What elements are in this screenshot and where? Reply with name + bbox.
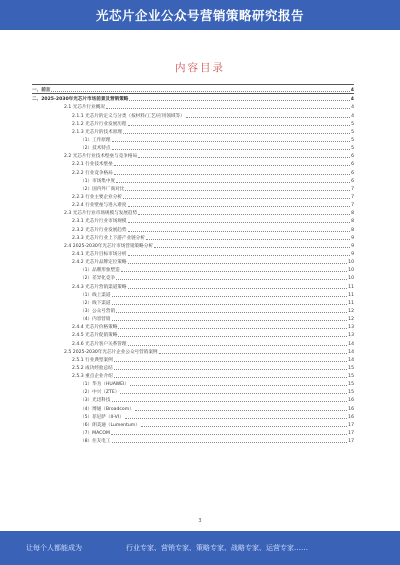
report-footer [0, 531, 400, 565]
toc-leader-dots [130, 384, 347, 386]
toc-entry-label: （2）差异化竞争 [80, 276, 116, 282]
toc-leader-dots [118, 327, 347, 329]
report-header [0, 0, 400, 30]
toc-entry-label: （2）国内外厂商对比 [80, 186, 125, 192]
toc-leader-dots [146, 238, 350, 240]
toc-entry-page: 11 [348, 284, 354, 290]
toc-entry-label: 2.4 2025-2030年光芯片市场营销策略分析 [64, 243, 153, 249]
toc-entry-label: 2.5.3 重点企业介绍 [72, 374, 113, 380]
toc-entry-label: （5）菲尼萨（II-VI） [80, 414, 124, 420]
toc-entry-page: 6 [351, 154, 354, 160]
toc-entry[interactable] [32, 102, 354, 110]
toc-entry-label: 2.5 2025-2030年光芯片企业公众号营销案例 [64, 349, 158, 355]
toc-entry-page: 14 [348, 341, 354, 347]
footer-slogan: 让每个人都能成为 [26, 544, 82, 552]
toc-leader-dots [120, 392, 347, 394]
toc-entry[interactable] [32, 249, 354, 257]
toc-entry-page: 15 [348, 374, 354, 380]
toc-entry-label: （2）技术特点 [80, 146, 111, 152]
toc-entry-page: 7 [351, 194, 354, 200]
toc-entry[interactable] [32, 338, 354, 346]
toc-entry[interactable] [32, 281, 354, 289]
toc-entry-page: 4 [351, 105, 354, 111]
toc-entry-page: 17 [348, 439, 354, 445]
toc-entry[interactable] [32, 306, 354, 314]
toc-entry-label: 2.4.1 光芯片目标市场分析 [72, 251, 127, 257]
toc-entry-page: 17 [348, 431, 354, 437]
toc-entry-page: 6 [351, 170, 354, 176]
table-of-contents [32, 84, 354, 444]
toc-entry-page: 5 [351, 121, 354, 127]
toc-entry-page: 10 [348, 260, 354, 266]
toc-entry-page: 16 [348, 398, 354, 404]
toc-leader-dots [116, 311, 347, 313]
toc-entry-page: 9 [351, 243, 354, 249]
toc-leader-dots [111, 433, 347, 435]
toc-entry[interactable] [32, 119, 354, 127]
toc-entry-label: （1）工作原理 [80, 137, 111, 143]
toc-entry[interactable] [32, 371, 354, 379]
toc-entry-page: 15 [348, 382, 354, 388]
toc-leader-dots [112, 295, 348, 297]
toc-leader-dots [112, 319, 348, 321]
toc-entry[interactable] [32, 330, 354, 338]
toc-entry-label: 一、前言 [32, 88, 51, 94]
toc-leader-dots [125, 417, 347, 419]
toc-leader-dots [128, 287, 348, 289]
toc-entry-label: 2.4.2 光芯片品牌定位策略 [72, 260, 127, 266]
toc-entry-page: 11 [348, 292, 354, 298]
toc-entry[interactable] [32, 290, 354, 298]
toc-entry-label: （7）MACOM [80, 431, 110, 437]
toc-entry[interactable] [32, 395, 354, 403]
toc-entry-label: 2.4.3 光芯片营销渠道策略 [72, 284, 127, 290]
toc-entry-page: 5 [351, 137, 354, 143]
toc-entry-label: 2.2.1 行业技术壁垒 [72, 162, 113, 168]
toc-entry-label: 2.5.1 行业典型案例 [72, 357, 113, 363]
toc-entry-label: 2.2 光芯片行业技术壁垒与竞争格局 [64, 154, 138, 160]
toc-entry-label: （1）线上渠道 [80, 292, 111, 298]
toc-entry-page: 9 [351, 251, 354, 257]
toc-entry-label: 2.4.5 光芯片促销策略 [72, 333, 118, 339]
toc-entry[interactable] [32, 420, 354, 428]
toc-entry[interactable] [32, 428, 354, 436]
toc-entry[interactable] [32, 167, 354, 175]
toc-leader-dots [128, 262, 348, 264]
toc-leader-dots [121, 270, 347, 272]
toc-entry[interactable] [32, 93, 354, 102]
toc-leader-dots [128, 205, 351, 207]
toc-entry[interactable] [32, 403, 354, 411]
toc-leader-dots [116, 181, 350, 183]
toc-leader-dots [118, 335, 347, 337]
toc-leader-dots [129, 99, 349, 101]
toc-leader-dots [112, 148, 351, 150]
toc-leader-dots [116, 278, 347, 280]
toc-entry-label: 2.1.1 光芯片的定义与分类（按材料/工艺/应用领域等） [72, 113, 185, 119]
toc-entry-page: 4 [350, 88, 354, 94]
toc-entry-page: 16 [348, 414, 354, 420]
toc-entry[interactable] [32, 208, 354, 216]
toc-entry-label: （2）中兴（ZTE） [80, 390, 120, 396]
toc-leader-dots [112, 303, 348, 305]
toc-entry-page: 15 [348, 390, 354, 396]
toc-leader-dots [51, 90, 349, 92]
toc-entry-label: 2.3.1 光芯片行业市场规模 [72, 219, 127, 225]
toc-entry-label: 2.4.6 光芯片客户关系管理 [72, 341, 127, 347]
toc-entry-page: 12 [348, 317, 354, 323]
toc-leader-dots [112, 441, 348, 443]
toc-entry[interactable] [32, 192, 354, 200]
toc-entry-page: 14 [348, 349, 354, 355]
toc-entry[interactable] [32, 379, 354, 387]
toc-entry-page: 4 [351, 113, 354, 119]
toc-entry-label: 2.5.2 成功经验总结 [72, 365, 113, 371]
toc-entry-label: （1）市场集中度 [80, 178, 116, 184]
toc-leader-dots [114, 173, 350, 175]
toc-entry[interactable] [32, 151, 354, 159]
toc-title: 内容目录 [175, 62, 225, 74]
toc-entry-page: 8 [351, 211, 354, 217]
toc-entry-page: 7 [351, 203, 354, 209]
toc-entry[interactable] [32, 322, 354, 330]
toc-entry-label: （6）朗美通（Lumentum） [80, 422, 140, 428]
report-title: 光芯片企业公众号营销策略研究报告 [95, 8, 304, 23]
toc-leader-dots [128, 230, 351, 232]
toc-leader-dots [125, 189, 350, 191]
toc-entry-page: 4 [350, 97, 354, 103]
toc-leader-dots [128, 254, 351, 256]
toc-entry[interactable] [32, 412, 354, 420]
toc-entry-page: 10 [348, 276, 354, 282]
toc-entry-page: 7 [351, 186, 354, 192]
page-number: 3 [198, 518, 202, 524]
toc-leader-dots [135, 409, 347, 411]
toc-entry-page: 10 [348, 268, 354, 274]
toc-leader-dots [123, 132, 350, 134]
toc-entry[interactable] [32, 436, 354, 444]
toc-entry[interactable] [32, 159, 354, 167]
toc-entry[interactable] [32, 233, 354, 241]
toc-entry-label: （1）品牌形象塑造 [80, 268, 120, 274]
toc-leader-dots [128, 221, 351, 223]
toc-leader-dots [114, 360, 347, 362]
toc-entry[interactable] [32, 143, 354, 151]
toc-entry-label: 2.2.4 行业壁垒与进入难度 [72, 203, 127, 209]
toc-leader-dots [138, 156, 350, 158]
toc-entry[interactable] [32, 200, 354, 208]
toc-entry[interactable] [32, 314, 354, 322]
toc-leader-dots [138, 213, 350, 215]
toc-leader-dots [114, 164, 350, 166]
footer-tagline: 行业专家、营销专家、策略专家、战略专家、运营专家…… [126, 544, 308, 552]
toc-leader-dots [114, 376, 347, 378]
toc-entry[interactable] [32, 127, 354, 135]
toc-entry-page: 9 [351, 235, 354, 241]
toc-leader-dots [154, 246, 350, 248]
toc-entry-page: 17 [348, 422, 354, 428]
toc-entry[interactable] [32, 176, 354, 184]
toc-entry-label: 2.3.2 光芯片行业发展趋势 [72, 227, 127, 233]
toc-entry-label: 2.4.4 光芯片价格策略 [72, 325, 118, 331]
toc-entry-page: 8 [351, 219, 354, 225]
toc-entry-page: 6 [351, 162, 354, 168]
toc-leader-dots [186, 116, 350, 118]
toc-leader-dots [141, 425, 347, 427]
toc-entry-page: 11 [348, 300, 354, 306]
toc-entry-label: 2.3 光芯片行业市场规模与发展趋势 [64, 211, 138, 217]
toc-entry[interactable] [32, 135, 354, 143]
toc-entry-label: 2.3.3 光芯片行业上下游产业链分析 [72, 235, 145, 241]
toc-entry-label: （3）公众号营销 [80, 308, 116, 314]
toc-entry[interactable] [32, 257, 354, 265]
toc-entry[interactable] [32, 216, 354, 224]
toc-leader-dots [128, 124, 351, 126]
toc-leader-dots [123, 197, 350, 199]
toc-entry-page: 5 [351, 129, 354, 135]
toc-entry-label: （2）线下渠道 [80, 300, 111, 306]
toc-entry-page: 15 [348, 365, 354, 371]
toc-entry-label: 2.1.3 光芯片的技术原理 [72, 129, 122, 135]
toc-entry-page: 13 [348, 325, 354, 331]
toc-entry-page: 13 [348, 333, 354, 339]
toc-entry-page: 14 [348, 357, 354, 363]
toc-entry-label: 2.2.2 行业竞争格局 [72, 170, 113, 176]
toc-entry-page: 8 [351, 227, 354, 233]
toc-leader-dots [112, 400, 348, 402]
toc-entry[interactable] [32, 387, 354, 395]
toc-entry-label: 2.1.2 光芯片行业发展历程 [72, 121, 127, 127]
toc-entry[interactable] [32, 363, 354, 371]
toc-entry-label: 2.2.3 行业主要企业分析 [72, 194, 122, 200]
toc-entry[interactable] [32, 347, 354, 355]
toc-entry-label: 二、2025-2030年光芯片市场前景及营销策略 [32, 97, 129, 103]
toc-entry[interactable] [32, 184, 354, 192]
toc-entry-label: （4）博通（Broadcom） [80, 406, 134, 412]
toc-leader-dots [114, 368, 347, 370]
toc-entry-page: 12 [348, 308, 354, 314]
toc-entry[interactable] [32, 224, 354, 232]
toc-leader-dots [106, 107, 350, 109]
toc-entry-label: （4）内容营销 [80, 317, 111, 323]
toc-entry-page: 5 [351, 146, 354, 152]
toc-entry[interactable] [32, 110, 354, 118]
toc-entry[interactable] [32, 265, 354, 273]
toc-leader-dots [112, 140, 351, 142]
toc-leader-dots [159, 352, 348, 354]
toc-entry[interactable] [32, 355, 354, 363]
toc-leader-dots [128, 344, 348, 346]
toc-entry-label: （8）住友电工 [80, 439, 111, 445]
toc-entry[interactable] [32, 273, 354, 281]
toc-entry-page: 16 [348, 406, 354, 412]
toc-entry[interactable] [32, 241, 354, 249]
toc-entry-label: （3）光迅科技 [80, 398, 111, 404]
toc-entry[interactable] [32, 84, 354, 93]
toc-entry[interactable] [32, 298, 354, 306]
toc-entry-label: （1）华为（HUAWEI） [80, 382, 129, 388]
toc-entry-page: 6 [351, 178, 354, 184]
toc-entry-label: 2.1 光芯片行业概况 [64, 105, 105, 111]
